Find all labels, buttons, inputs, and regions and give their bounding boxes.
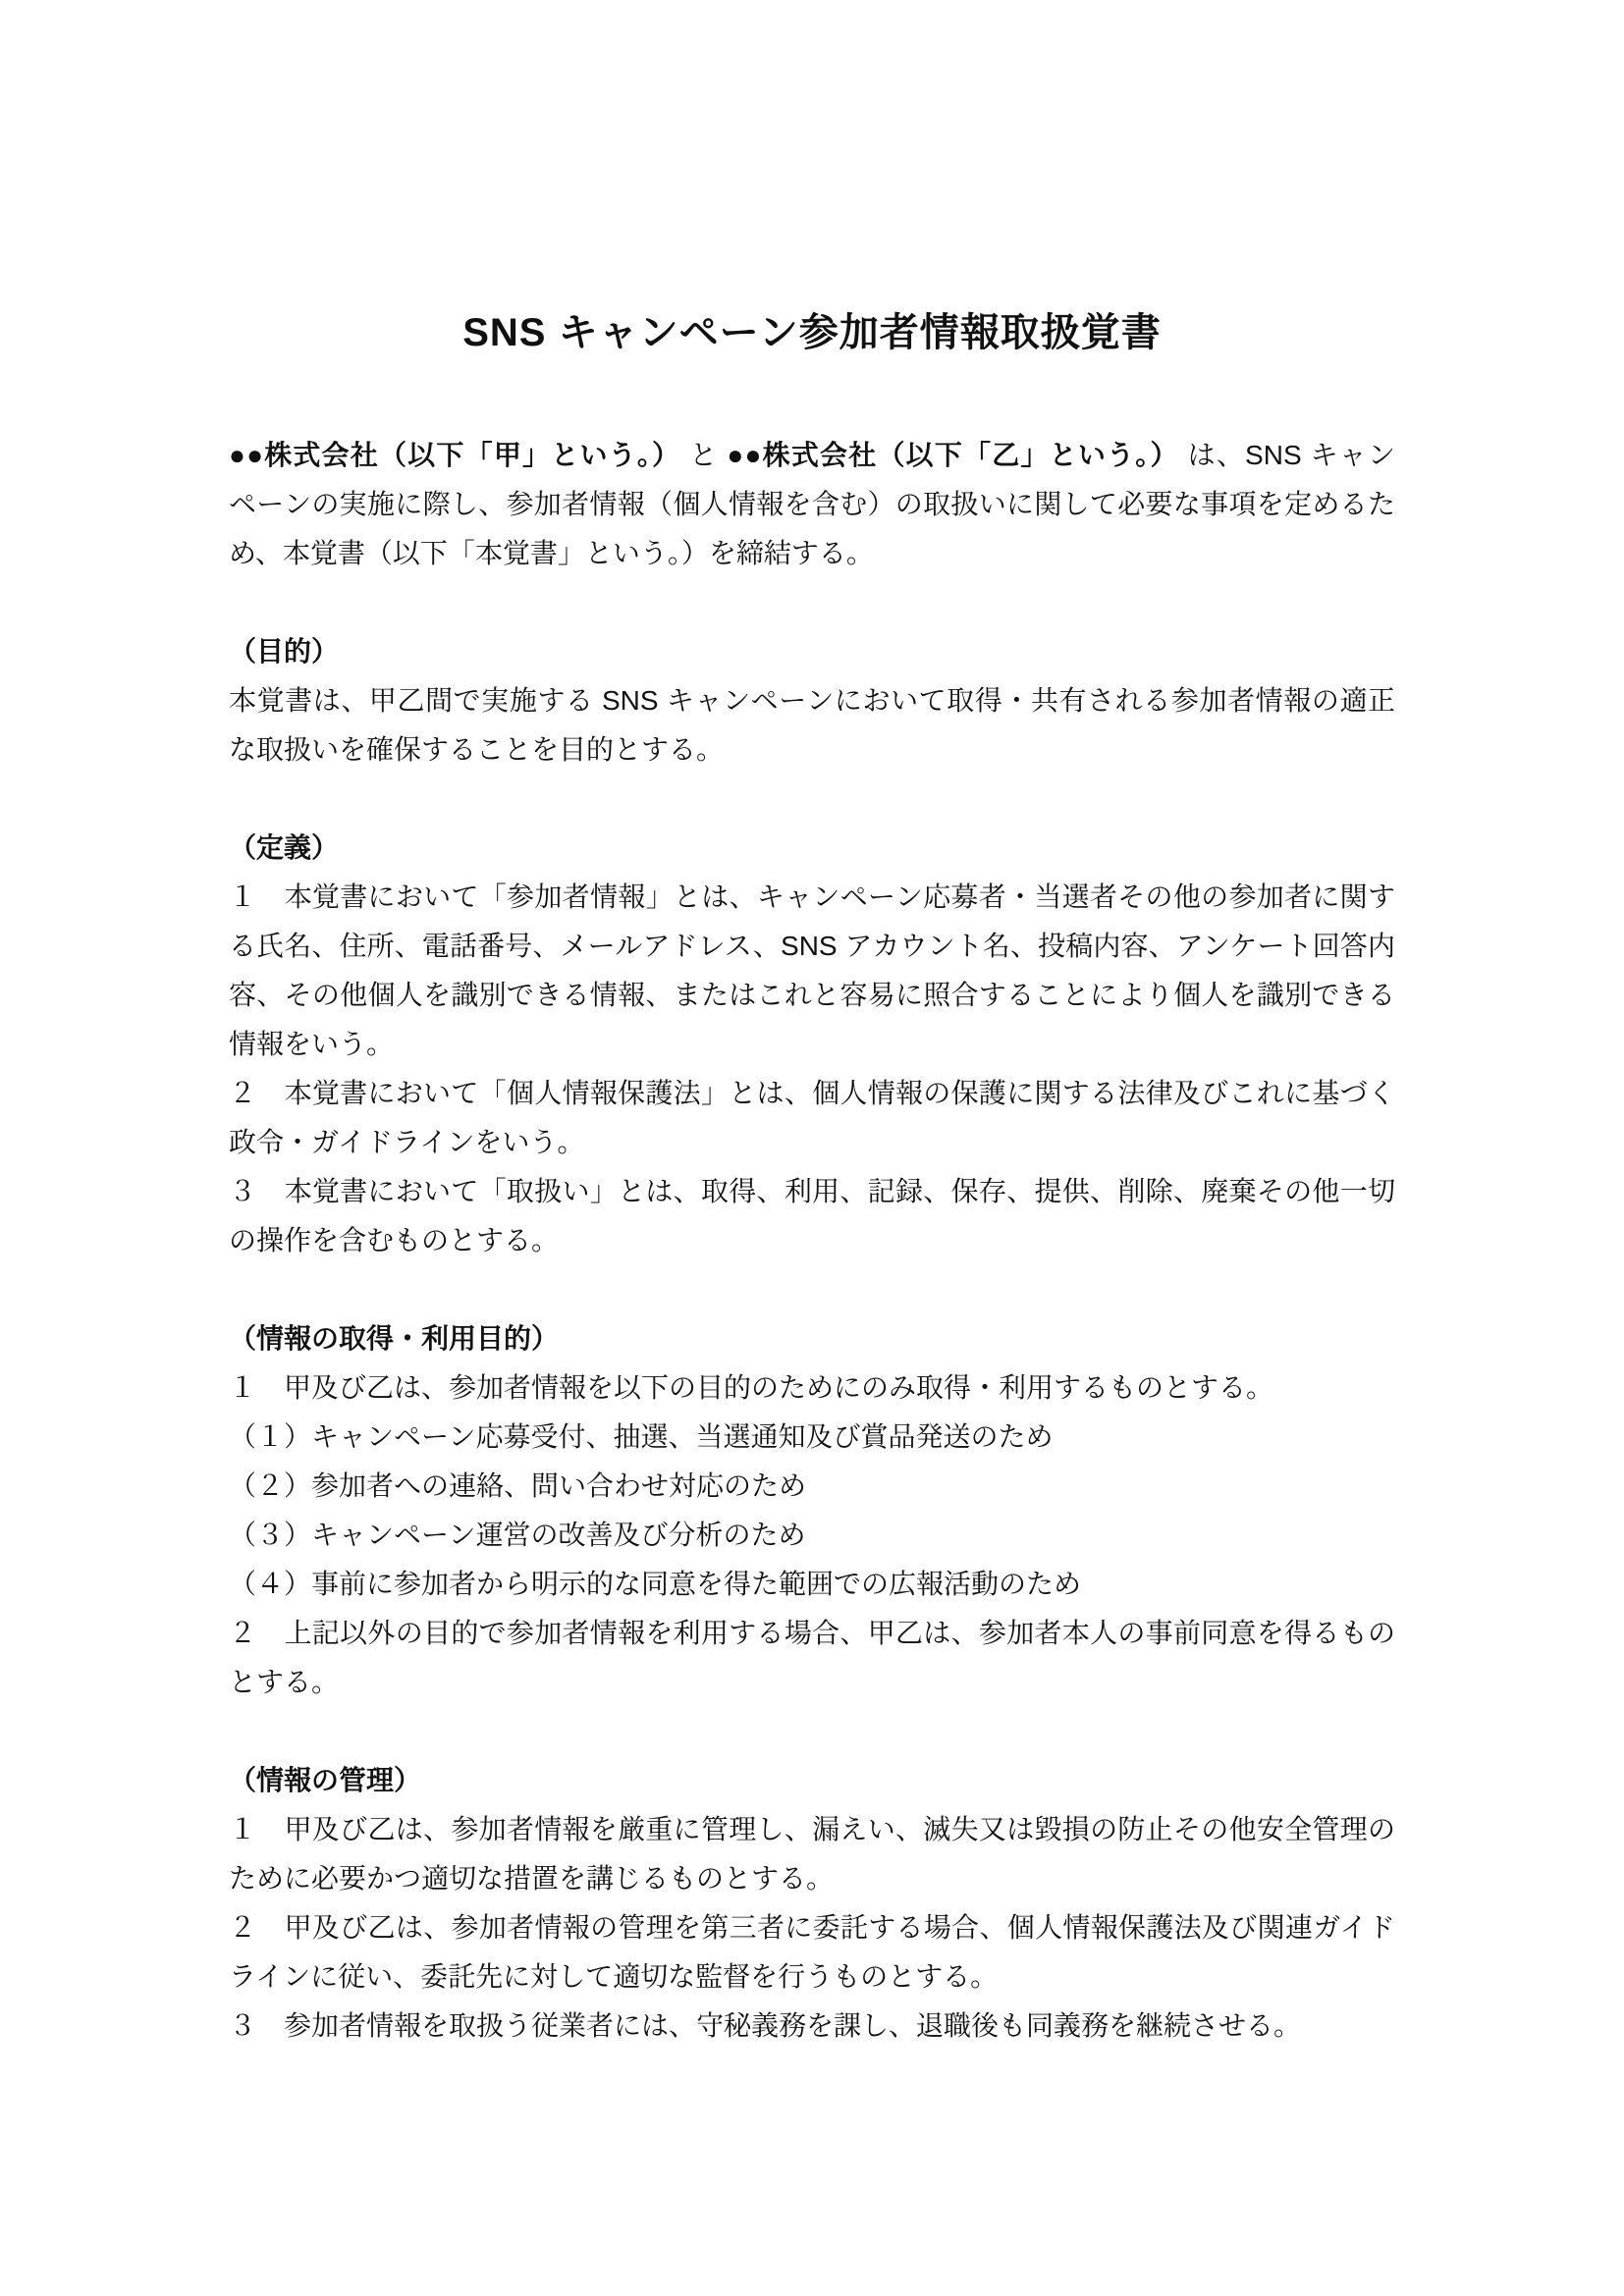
- list-item: （３）キャンペーン運営の改善及び分析のため: [229, 1520, 806, 1550]
- paragraph: １ 本覚書において「参加者情報」とは、キャンペーン応募者・当選者その他の参加者に関する氏名、住所、電話番号、メールアドレス、SNS アカウント名、投稿内容、アンケート回答内容、その他個人を識別できる情報、またはこれと容易に照合することにより個人を識別できる情報をいう。: [229, 881, 1395, 1059]
- section-information-management-heading: （情報の管理）: [229, 1765, 422, 1795]
- list-item: （２）参加者への連絡、問い合わせ対応のため: [229, 1470, 807, 1501]
- intro-run-party-a: ●●株式会社（以下「甲」という。）: [229, 440, 681, 470]
- paragraph: １ 甲及び乙は、参加者情報を以下の目的のためにのみ取得・利用するものとする。: [229, 1372, 1274, 1403]
- paragraph: ２ 本覚書において「個人情報保護法」とは、個人情報の保護に関する法律及びこれに基づく政令・ガイドラインをいう。: [229, 1078, 1395, 1157]
- paragraph: １ 甲及び乙は、参加者情報を厳重に管理し、漏えい、滅失又は毀損の防止その他安全管理のために必要かつ適切な措置を講じるものとする。: [229, 1814, 1395, 1894]
- section-definitions: [229, 824, 1395, 1265]
- paragraph: ２ 上記以外の目的で参加者情報を利用する場合、甲乙は、参加者本人の事前同意を得るものとする。: [229, 1618, 1395, 1697]
- intro-run-and: と: [680, 440, 728, 470]
- paragraph: ２ 甲及び乙は、参加者情報の管理を第三者に委託する場合、個人情報保護法及び関連ガイドラインに従い、委託先に対して適切な監督を行うものとする。: [229, 1912, 1395, 1992]
- section-definitions-heading: （定義）: [229, 832, 340, 863]
- section-acquisition-purpose-heading: （情報の取得・利用目的）: [229, 1323, 560, 1354]
- list-item: （１）キャンペーン応募受付、抽選、当選通知及び賞品発送のため: [229, 1421, 1054, 1452]
- list-item: （４）事前に参加者から明示的な同意を得た範囲での広報活動のため: [229, 1569, 1082, 1599]
- intro-run-body: は、SNS キャンペーンの実施に際し、参加者情報（個人情報を含む）の取扱いに関して必要な事項を定めるため、本覚書（以下「本覚書」という。）を締結する。: [229, 440, 1396, 568]
- section-information-management: [229, 1756, 1395, 2051]
- intro-paragraph: [229, 431, 1395, 578]
- section-purpose: [229, 627, 1395, 774]
- section-purpose-heading: （目的）: [229, 636, 340, 667]
- paragraph: ３ 本覚書において「取扱い」とは、取得、利用、記録、保存、提供、削除、廃棄その他一切の操作を含むものとする。: [229, 1176, 1395, 1255]
- section-acquisition-purpose: [229, 1314, 1395, 1707]
- page-title: SNS キャンペーン参加者情報取扱覚書: [462, 311, 1162, 354]
- paragraph: 本覚書は、甲乙間で実施する SNS キャンペーンにおいて取得・共有される参加者情報の適正な取扱いを確保することを目的とする。: [229, 685, 1395, 765]
- intro-run-party-b: ●●株式会社（以下「乙」という。）: [727, 440, 1179, 470]
- paragraph: ３ 参加者情報を取扱う従業者には、守秘義務を課し、退職後も同義務を継続させる。: [229, 2010, 1302, 2041]
